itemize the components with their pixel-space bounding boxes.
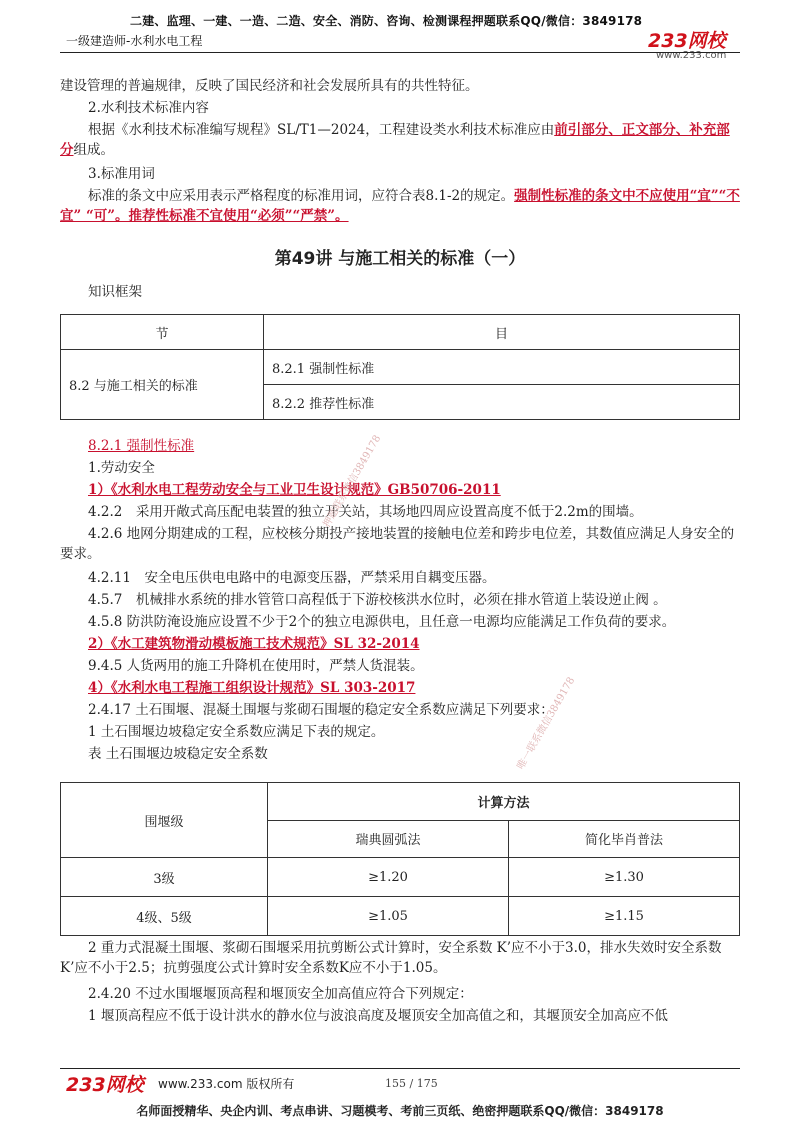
clause: 4.2.11 安全电压供电电路中的电源变压器，严禁采用自耦变压器。: [88, 570, 496, 586]
paragraph: 2.4.20 不过水围堰堰顶高程和堰顶安全加高值应符合下列规定：: [88, 986, 473, 1002]
framework-col-section: 节: [61, 315, 264, 350]
clause: 4.2.6 地网分期建成的工程，应校核分期投产接地装置的接触电位差和跨步电位差，其数值应满足人身安全的要求。: [60, 526, 735, 562]
framework-section: 8.2 与施工相关的标准: [61, 350, 264, 420]
footer-divider: [60, 1068, 740, 1069]
intro-line: 建设管理的普遍规律，反映了国民经济和社会发展所具有的共性特征。: [60, 78, 479, 94]
cell-m1: ≥1.05: [268, 897, 509, 936]
framework-table: [60, 314, 740, 420]
clause: 4.5.7 机械排水系统的排水管管口高程低于下游校核洪水位时，必须在排水管道上装设逆止阀 。: [88, 592, 667, 608]
standard-reference-text: 4）《水利水电工程施工组织设计规范》SL 303-2017: [88, 680, 416, 696]
standard-reference: [60, 678, 740, 698]
col-method: 计算方法: [268, 783, 740, 821]
intro-paragraph-3: [60, 186, 740, 226]
header-divider: [60, 52, 740, 53]
framework-item: 8.2.1 强制性标准: [264, 350, 740, 385]
col-method-2: 简化毕肖普法: [509, 820, 740, 858]
header-promo: 二建、监理、一建、一造、二造、安全、消防、咨询、检测课程押题联系QQ/微信：3849178: [130, 14, 643, 28]
watermark: 唯一联系微信3849178: [515, 675, 578, 772]
cell-grade: 3级: [61, 858, 268, 897]
intro-paragraph-2: [60, 120, 740, 160]
clause: 2.4.17 土石围堰、混凝土围堰与浆砌石围堰的稳定安全系数应满足下列要求：: [88, 702, 554, 718]
standard-reference: [60, 480, 740, 500]
intro-p3-highlight: 强制性标准的条文中不应使用“宜”“不宜” “可”。推荐性标准不宜使用“必须”“严禁”。: [60, 188, 740, 224]
intro-p2-c: 组成。: [73, 142, 114, 158]
footer-logo: 233网校: [66, 1074, 144, 1096]
footer-site: www.233.com 版权所有: [158, 1077, 295, 1091]
section-heading: [60, 436, 740, 456]
brand-logo-text: 233网校: [648, 30, 726, 52]
page-number: 155 / 175: [385, 1077, 438, 1090]
cell-m1: ≥1.20: [268, 858, 509, 897]
subsection-heading: 1.劳动安全: [88, 460, 155, 476]
intro-heading-2: 2.水利技术标准内容: [88, 100, 209, 116]
clause: 4.5.8 防洪防淹设施应设置不少于2个的独立电源供电，且任意一电源均应能满足工作负荷的要求。: [88, 614, 676, 630]
clause: 1 土石围堰边坡稳定安全系数应满足下表的规定。: [88, 724, 385, 740]
intro-p2-highlight: 前引部分、正文部分、补充部分: [60, 122, 730, 158]
paragraph: 1 堰顶高程应不低于设计洪水的静水位与波浪高度及堰顶安全加高值之和，其堰顶安全加高应不低: [88, 1008, 668, 1024]
intro-p3-a: 标准的条文中应采用表示严格程度的标准用词，应符合表8.1-2的规定。: [88, 188, 515, 204]
clause: 9.4.5 人货两用的施工升降机在使用时，严禁人货混装。: [88, 658, 424, 674]
standard-reference-text: 2）《水工建筑物滑动模板施工技术规范》SL 32-2014: [88, 636, 420, 652]
col-grade: 围堰级: [61, 783, 268, 858]
clause: 4.2.2 采用开敞式高压配电装置的独立开关站，其场地四周应设置高度不低于2.2m的围墙。: [88, 504, 643, 520]
header-subtitle: 一级建造师-水利水电工程: [66, 34, 203, 48]
intro-heading-3: 3.标准用词: [88, 166, 155, 182]
framework-label: 知识框架: [88, 284, 142, 300]
table-row: [61, 858, 740, 897]
standard-reference-text: 1）《水利水电工程劳动安全与工业卫生设计规范》GB50706-2011: [88, 482, 501, 498]
footer-ad: 名师面授精华、央企内训、考点串讲、习题模考、考前三页纸、绝密押题联系QQ/微信：3849178: [136, 1104, 664, 1118]
framework-item: 8.2.2 推荐性标准: [264, 385, 740, 420]
section-heading-text: 8.2.1 强制性标准: [88, 438, 195, 454]
intro-p2-a: 根据《水利技术标准编写规程》SL/T1—2024，工程建设类水利技术标准应由: [88, 122, 555, 138]
cell-grade: 4级、5级: [61, 897, 268, 936]
safety-factor-table: [60, 782, 740, 936]
table-row: [61, 897, 740, 936]
framework-col-item: 目: [264, 315, 740, 350]
paragraph: 2 重力式混凝土围堰、浆砌石围堰采用抗剪断公式计算时，安全系数 K’应不小于3.0，排水失效时安全系数K’应不小于2.5；抗剪强度公式计算时安全系数K应不小于1.05。: [60, 940, 722, 976]
watermark: 押题联系微信3849178: [321, 433, 384, 530]
lecture-title: 第49讲 与施工相关的标准（一）: [274, 249, 526, 269]
brand-logo: [648, 26, 726, 61]
brand-logo-sub: www.233.com: [656, 50, 727, 61]
cell-m2: ≥1.30: [509, 858, 740, 897]
col-method-1: 瑞典圆弧法: [268, 820, 509, 858]
table-caption: 表 土石围堰边坡稳定安全系数: [88, 746, 268, 762]
cell-m2: ≥1.15: [509, 897, 740, 936]
standard-reference: [60, 634, 740, 654]
